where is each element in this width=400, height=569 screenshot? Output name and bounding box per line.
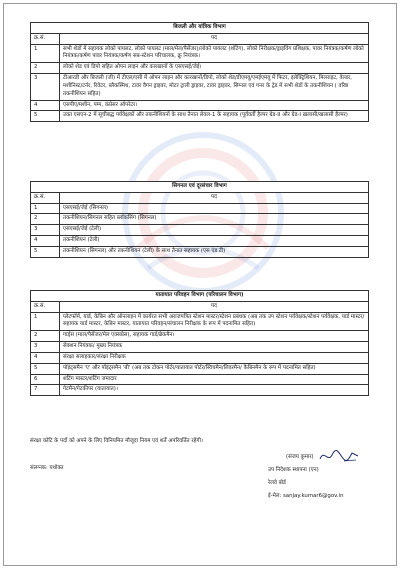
row-text: लोको शेड एवं डिपो सहित ओपन लाइन और कारखानों के एसएसई/जेई। bbox=[60, 63, 369, 74]
table-row bbox=[31, 342, 369, 353]
row-number: 6 bbox=[31, 374, 60, 385]
col-serial-header: क्र.सं. bbox=[31, 192, 60, 203]
section-title: यातायात परिवहन विभाग (परिचालन विभाग) bbox=[31, 291, 369, 302]
signature-block bbox=[268, 452, 378, 504]
row-text: तकनीशियन (टेली) bbox=[60, 236, 369, 247]
section-title: बिजली और यांत्रिक विभाग bbox=[31, 23, 369, 34]
row-text: गेटमैन/गेटकीपर (यातायात)। bbox=[60, 385, 369, 396]
row-text: एसएसई/जेई (टेली) bbox=[60, 225, 369, 236]
row-number: 4 bbox=[31, 100, 60, 111]
row-text: शंटिंग मास्टर/शंटिंग जमादार bbox=[60, 374, 369, 385]
table-row bbox=[31, 63, 369, 74]
table-row bbox=[31, 236, 369, 247]
table-row bbox=[31, 385, 369, 396]
row-text: प्लेटफॉर्म, यार्ड, केबिन और ऑनलाइन में कार्यरत सभी अराजपत्रित स्टेशन मास्टर/स्टेशन प्रबंधक (अब तक उप स्टेशन पर्यवेक्षक/स्टेशन पर्यवेक्षक, यार्ड मास्टर/ सहायक यार्ड मास्टर, केबिन मास्टर, यातायात परिवहन/संचालन निरीक्षक के रूप में पदनामित सहित) bbox=[60, 312, 369, 331]
electrical-mechanical-table bbox=[30, 22, 369, 122]
row-text: संरक्षा सलाहकार/संरक्षा निरीक्षक bbox=[60, 352, 369, 363]
row-number: 4 bbox=[31, 352, 60, 363]
section-title: सिगनल एवं दूरसंचार विभाग bbox=[31, 182, 369, 193]
row-number: 2 bbox=[31, 63, 60, 74]
signal-telecom-table bbox=[30, 181, 369, 258]
col-post-header: पद bbox=[60, 192, 369, 203]
row-text: तकनीशियन/सिगनल सहित ब्लॉकसिंग (सिगनल) bbox=[60, 214, 369, 225]
row-number: 1 bbox=[31, 312, 60, 331]
row-number: 5 bbox=[31, 111, 60, 122]
row-text: एसपीए/मशीन, पम्प, कंप्रेसर ऑपरेटर। bbox=[60, 100, 369, 111]
row-text: उक्त एसएन-2 में सूचीबद्ध पर्यवेक्षकों और तकनीशियनों के साथ तैनात लेवल-1 के सहायक (पूर्ववर्ती हैल्पर ग्रेड-II और ग्रेड-I खलासी/खलासी हैल्पर) bbox=[60, 111, 369, 122]
signatory-office: रेलवे बोर्ड bbox=[268, 480, 286, 486]
table-row bbox=[31, 111, 369, 122]
row-number: 5 bbox=[31, 246, 60, 257]
signatory-designation: उप निदेशक स्थापना (एन) bbox=[268, 467, 319, 473]
traffic-transport-table bbox=[30, 290, 369, 396]
row-number: 2 bbox=[31, 331, 60, 342]
table-row bbox=[31, 100, 369, 111]
table-row bbox=[31, 331, 369, 342]
table-row bbox=[31, 363, 369, 374]
row-text: टीआरडी और बिजली (जी) में टीएल/एसी में ओपन लाइन और कारखानों/डिपो, लोको शेड/डीएमयू/एमईएमयू में फिटर, इलेक्ट्रिशियन, मिलराइट, वेल्डर, मशीनिस्ट/टर्नर, रिवेटर, ब्लैकस्मिथ, टावर वैगन ड्राइवर, मोटर ट्राली ड्राइवर, टावर ड्राइवर, सिग्नल एवं गनर के ट्रेड में सभी शेडों के तकनीशियन ( वरिष्ठ तकनीशियन सहित) bbox=[60, 74, 369, 100]
table-row bbox=[31, 214, 369, 225]
table-row bbox=[31, 312, 369, 331]
row-number: 7 bbox=[31, 385, 60, 396]
table-row bbox=[31, 246, 369, 257]
table-row bbox=[31, 225, 369, 236]
table-row bbox=[31, 44, 369, 63]
table-row bbox=[31, 203, 369, 214]
row-text: तकनीशियन (सिगनल) और तकनीशियन (टेली) के साथ तैनात सहायक (एस एंड टी) bbox=[60, 246, 369, 257]
table-row bbox=[31, 374, 369, 385]
row-number: 1 bbox=[31, 203, 60, 214]
row-text: सभी शेडों में सहायक लोको पायलट, लोको पायलट (माल/मेल/पैसेंजर)/लोको पायलट (शंटिंग), लोको निरीक्षक/ड्राइविंग प्रशिक्षक, पावर नियंत्रक/कर्षण लोको नियंत्रक/कर्षण पावर नियंत्रक/कर्षण सब-स्टेशन परिचालक, क्रू नियंत्रक। bbox=[60, 44, 369, 63]
row-text: सेक्शन नियंत्रक/ मुख्य नियंत्रक bbox=[60, 342, 369, 353]
table-row bbox=[31, 74, 369, 100]
row-text: एसएसई/जेई (सिगनल) bbox=[60, 203, 369, 214]
signatory-email: ई-मेल: sanjay.kumar6@gov.in bbox=[268, 493, 344, 499]
row-number: 1 bbox=[31, 44, 60, 63]
col-serial-header: क्र.सं. bbox=[31, 33, 60, 44]
row-number: 3 bbox=[31, 342, 60, 353]
row-text: पॉइंट्समैन 'ए' और पॉइंट्समैन 'बी' (अब तक टोकन पोर्टर/यातायात पोर्टर/स्विचमैन/लिवरमैन/ कैबिनमैन के रूप में पदनामित सहित) bbox=[60, 363, 369, 374]
enclosure-note: संलग्नक: यथोक्त bbox=[30, 465, 64, 471]
row-number: 3 bbox=[31, 74, 60, 100]
col-post-header: पद bbox=[60, 301, 369, 312]
row-number: 2 bbox=[31, 214, 60, 225]
row-number: 3 bbox=[31, 225, 60, 236]
footnote: संरक्षा कोटि के पदों को अपने के लिए विनियमित मौजूदा नियम एवं शर्तें अपरिवर्तित रहेंगी। bbox=[30, 438, 203, 444]
col-post-header: पद bbox=[60, 33, 369, 44]
row-number: 5 bbox=[31, 363, 60, 374]
col-serial-header: क्र.सं. bbox=[31, 301, 60, 312]
row-number: 4 bbox=[31, 236, 60, 247]
row-text: गार्ड्स (माल/पैसेंजर/मेल एक्सप्रेस), सहायक गार्ड/ब्रेकमैन। bbox=[60, 331, 369, 342]
signatory-name: (संजय कुमार) bbox=[286, 454, 314, 460]
table-row bbox=[31, 352, 369, 363]
